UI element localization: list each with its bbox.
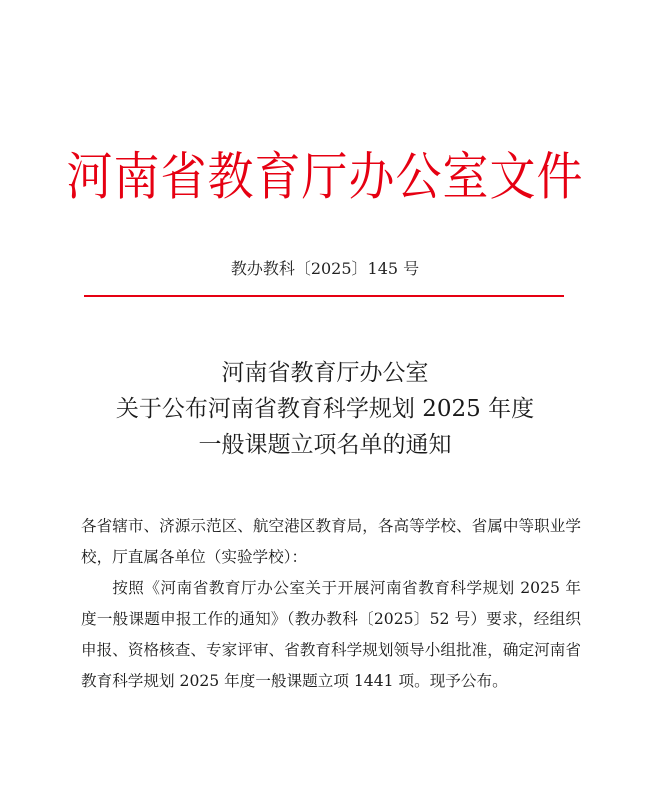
notice-body [81, 511, 581, 697]
notice-title-line-1: 河南省教育厅办公室 [221, 360, 429, 386]
notice-title-line-2: 关于公布河南省教育科学规划 2025 年度 [115, 396, 535, 422]
document-number: 教办教科〔2025〕145 号 [230, 259, 420, 278]
body-paragraph-1: 按照《河南省教育厅办公室关于开展河南省教育科学规划 2025 年度一般课题申报工作的通知》（教办教科〔2025〕52 号）要求，经组织申报、资格核查、专家评审、省教育科学规划领导小组批准，确定河南省教育科学规划 2025 年度一般课题立项 1441 项。现予公布。 [81, 579, 581, 690]
notice-title-line-3: 一般课题立项名单的通知 [198, 432, 452, 458]
document-masthead: 河南省教育厅办公室文件 [66, 146, 584, 207]
addressee-paragraph: 各省辖市、济源示范区、航空港区教育局，各高等学校、省属中等职业学校，厅直属各单位（实验学校）： [81, 517, 581, 566]
masthead-divider [84, 295, 564, 297]
notice-title [0, 355, 650, 463]
